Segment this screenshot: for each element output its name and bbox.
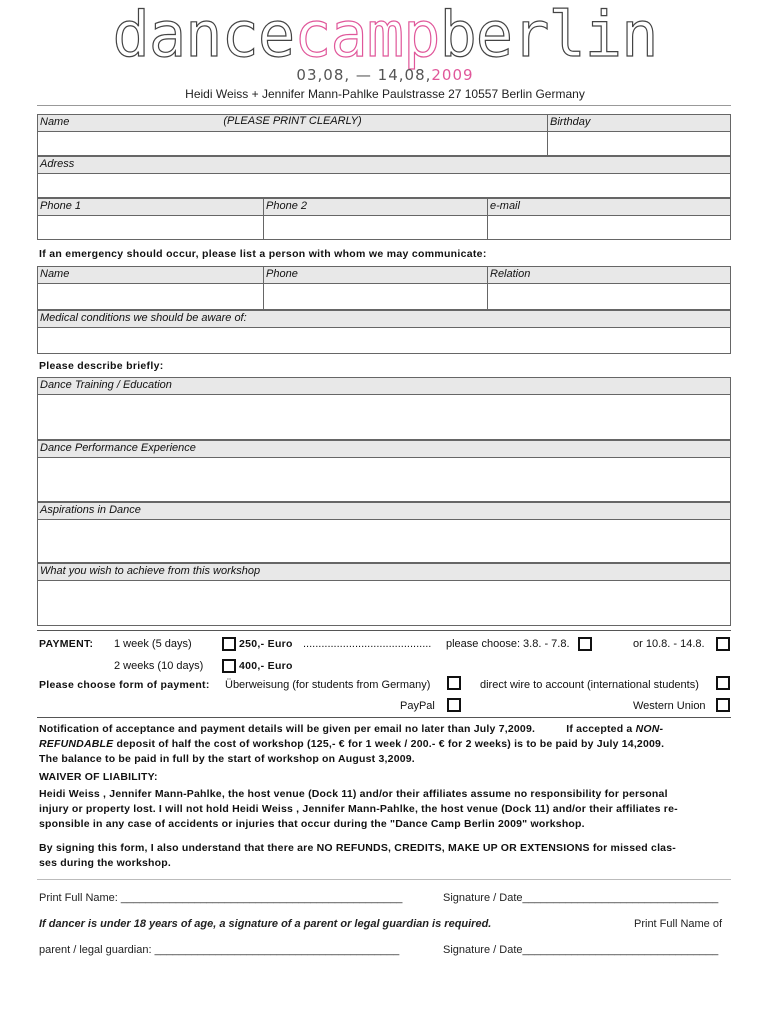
western-union-checkbox[interactable] [716, 698, 730, 712]
organizer-address: Heidi Weiss + Jennifer Mann-Pahlke Paulstrasse 27 10557 Berlin Germany [185, 87, 585, 101]
emergency-relation-field[interactable] [487, 283, 731, 310]
achieve-field[interactable] [37, 580, 731, 626]
performance-field[interactable] [37, 457, 731, 502]
emergency-phone-label: Phone [263, 266, 488, 284]
medical-field[interactable] [37, 327, 731, 354]
aspirations-label-bar: Aspirations in Dance [37, 502, 731, 520]
paypal-checkbox[interactable] [447, 698, 461, 712]
guardian-signature-date-line[interactable]: Signature / Date________________________________ [443, 944, 719, 956]
two-weeks-checkbox[interactable] [222, 659, 236, 673]
signature-divider [37, 879, 731, 880]
emergency-name-label: Name [37, 266, 264, 284]
name-label-bar: Name [37, 114, 548, 132]
header-divider [37, 105, 731, 106]
two-weeks-label: 2 weeks (10 days) [114, 660, 204, 672]
payment-divider [37, 630, 731, 631]
phone1-field[interactable] [37, 215, 264, 240]
logo-berlin: berlin [439, 0, 658, 71]
payment-heading: PAYMENT: [39, 638, 94, 650]
ueberweisung-checkbox[interactable] [447, 676, 461, 690]
logo-dance: dance [112, 0, 295, 71]
emergency-heading: If an emergency should occur, please list a person with whom we may communicate: [39, 248, 487, 260]
no-refunds-text: By signing this form, I also understand that there are NO REFUNDS, CREDITS, MAKE UP OR EXTENSIONS for missed clas- ses during the workshop. [39, 842, 676, 869]
payment-form-label: Please choose form of payment: [39, 679, 210, 691]
email-label-bar: e-mail [487, 198, 731, 216]
phone2-field[interactable] [263, 215, 488, 240]
ueberweisung-label: Überweisung (for students from Germany) [225, 679, 431, 691]
training-label-bar: Dance Training / Education [37, 377, 731, 395]
print-clearly-note: (PLEASE PRINT CLEARLY) [223, 115, 362, 127]
dance-camp-berlin-logo [0, 0, 770, 71]
describe-heading: Please describe briefly: [39, 360, 164, 372]
period2-checkbox[interactable] [716, 637, 730, 651]
direct-wire-checkbox[interactable] [716, 676, 730, 690]
emergency-phone-field[interactable] [263, 283, 488, 310]
please-choose-label: please choose: 3.8. - 7.8. [446, 638, 570, 650]
medical-label-bar: Medical conditions we should be aware of: [37, 310, 731, 328]
event-dates: 03,08, — 14,08,2009 [296, 66, 474, 84]
phone1-label-bar: Phone 1 [37, 198, 264, 216]
address-label-bar: Adress [37, 156, 731, 174]
print-full-name-line[interactable]: Print Full Name: ______________________________________________ [39, 892, 403, 904]
western-union-label: Western Union [633, 700, 706, 712]
one-week-label: 1 week (5 days) [114, 638, 192, 650]
phone2-label-bar: Phone 2 [263, 198, 488, 216]
print-full-name-of-label: Print Full Name of [634, 918, 723, 930]
notice-divider [37, 717, 731, 718]
performance-label-bar: Dance Performance Experience [37, 440, 731, 458]
guardian-name-line[interactable]: parent / legal guardian: ________________________________________ [39, 944, 400, 956]
period1-checkbox[interactable] [578, 637, 592, 651]
event-year: 2009 [431, 66, 474, 84]
price-dots: .......................................... [303, 638, 432, 650]
one-week-checkbox[interactable] [222, 637, 236, 651]
achieve-label-bar: What you wish to achieve from this workshop [37, 563, 731, 581]
notification-text: Notification of acceptance and payment details will be given per email no later than July 7,2009. If accepted a NON- REFUNDABLE deposit of half the cost of workshop (125,- € for 1 week / 200.- € for 2 weeks) is to be paid by July 14,2009. The balance to be paid in full by the start of workshop on August 3,2009. [39, 723, 665, 765]
emergency-relation-label: Relation [487, 266, 731, 284]
two-weeks-price: 400,- Euro [239, 660, 293, 672]
signature-date-line[interactable]: Signature / Date________________________________ [443, 892, 719, 904]
birthday-label-bar: Birthday [547, 114, 731, 132]
logo-camp: camp [294, 0, 440, 71]
address-field[interactable] [37, 173, 731, 198]
emergency-name-field[interactable] [37, 283, 264, 310]
name-field[interactable] [37, 131, 548, 156]
birthday-field[interactable] [547, 131, 731, 156]
period2-label: or 10.8. - 14.8. [633, 638, 705, 650]
aspirations-field[interactable] [37, 519, 731, 563]
waiver-text: Heidi Weiss , Jennifer Mann-Pahlke, the host venue (Dock 11) and/or their affiliates assume no responsibility for personal injury or property lost. I will not hold Heidi Weiss , Jennifer Mann-Pahlke, the host venue (Dock 11) and/or their affiliates re- sponsible in any case of accidents or injuries that occur during the "Dance Camp Berlin 2009" workshop. [39, 788, 678, 830]
paypal-label: PayPal [400, 700, 435, 712]
direct-wire-label: direct wire to account (international students) [480, 679, 699, 691]
one-week-price: 250,- Euro [239, 638, 293, 650]
training-field[interactable] [37, 394, 731, 440]
under-18-note: If dancer is under 18 years of age, a signature of a parent or legal guardian is required. [39, 918, 492, 930]
email-field[interactable] [487, 215, 731, 240]
waiver-heading: WAIVER OF LIABILITY: [39, 771, 158, 783]
